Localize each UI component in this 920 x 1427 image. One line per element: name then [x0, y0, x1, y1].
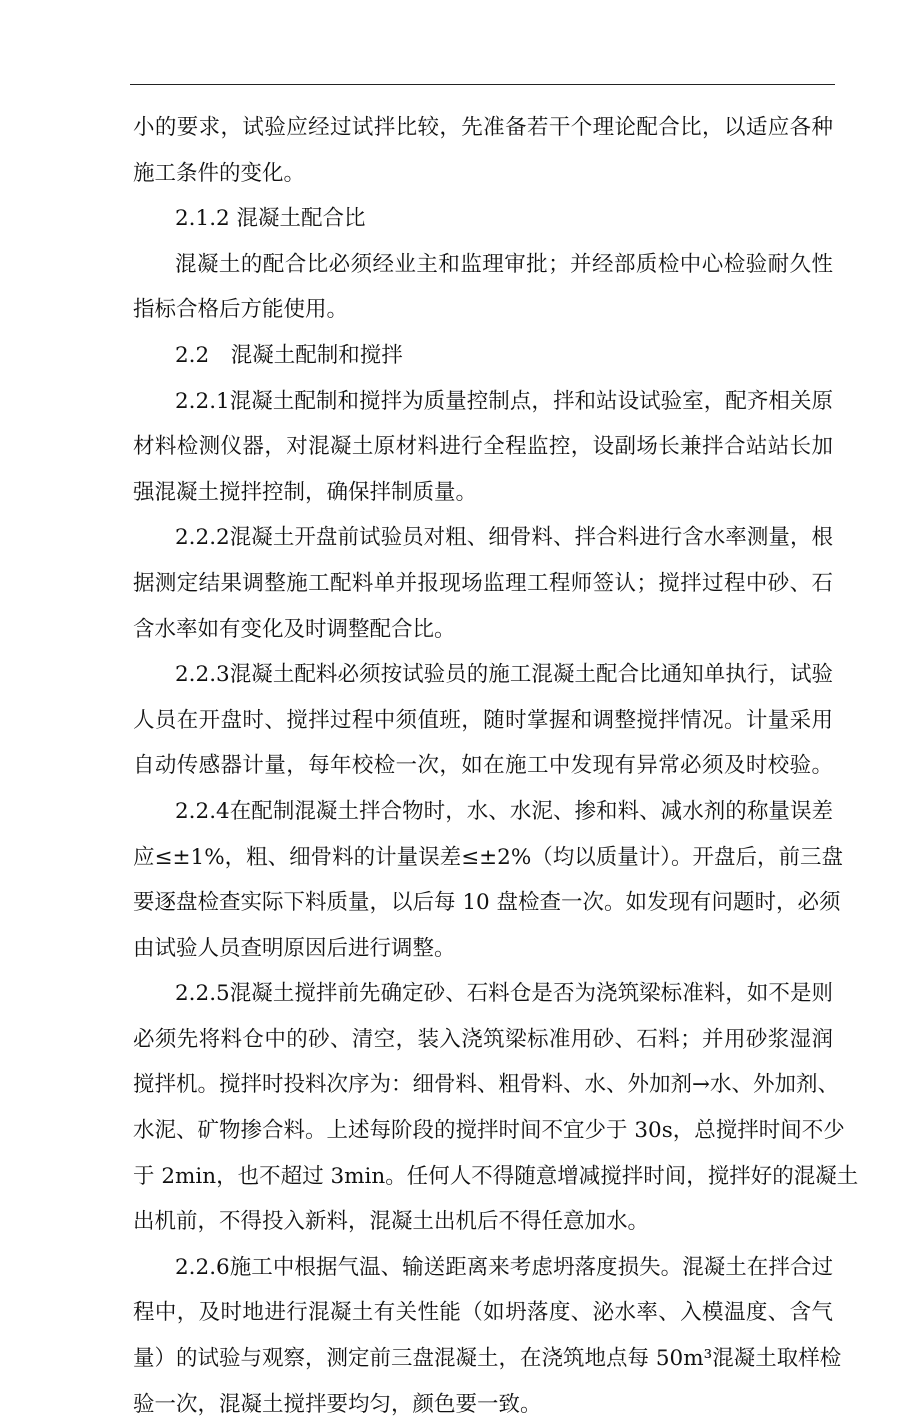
- paragraph: [133, 1245, 842, 1427]
- header-rule: [130, 84, 835, 85]
- paragraph: [133, 789, 844, 971]
- text-line: 应≤±1%，粗、细骨料的计量误差≤±2%（均以质量计）。开盘后，前三盘: [133, 844, 844, 870]
- text-line: 施工条件的变化。: [133, 160, 306, 186]
- paragraph: [133, 971, 859, 1245]
- text-line: 2.2.6施工中根据气温、输送距离来考虑坍落度损失。混凝土在拌合过: [175, 1254, 833, 1280]
- text-line: 出机前，不得投入新料，混凝土出机后不得任意加水。: [133, 1209, 650, 1235]
- text-line: 验一次，混凝土搅拌要均匀，颜色要一致。: [133, 1391, 542, 1417]
- text-line: 必须先将料仓中的砂、清空，装入浇筑梁标准用砂、石料；并用砂浆湿润: [133, 1026, 833, 1052]
- text-line: 指标合格后方能使用。: [133, 297, 349, 323]
- paragraph: [133, 242, 833, 333]
- text-line: 据测定结果调整施工配料单并报现场监理工程师签认；搅拌过程中砂、石: [133, 570, 833, 596]
- paragraph: [133, 105, 833, 196]
- text-line: 2.2 混凝土配制和搅拌: [175, 342, 403, 368]
- text-line: 2.1.2 混凝土配合比: [175, 206, 366, 232]
- paragraph: [133, 379, 833, 516]
- text-line: 2.2.4在配制混凝土拌合物时，水、水泥、掺和料、减水剂的称量误差: [175, 798, 833, 824]
- text-line: 于 2min，也不超过 3min。任何人不得随意增减搅拌时间，搅拌好的混凝土: [133, 1163, 859, 1189]
- text-line: 程中，及时地进行混凝土有关性能（如坍落度、泌水率、入模温度、含气: [133, 1300, 833, 1326]
- text-line: 材料检测仪器，对混凝土原材料进行全程监控，设副场长兼拌合站站长加: [133, 434, 833, 460]
- document-body: [133, 105, 859, 1427]
- text-line: 自动传感器计量，每年校检一次，如在施工中发现有异常必须及时校验。: [133, 753, 833, 779]
- text-line: 量）的试验与观察，测定前三盘混凝土，在浇筑地点每 50m³混凝土取样检: [133, 1346, 842, 1372]
- paragraph: [133, 652, 833, 789]
- text-line: 水泥、矿物掺合料。上述每阶段的搅拌时间不宜少于 30s，总搅拌时间不少: [133, 1118, 845, 1144]
- text-line: 2.2.1混凝土配制和搅拌为质量控制点，拌和站设试验室，配齐相关原: [175, 388, 833, 414]
- text-line: 混凝土的配合比必须经业主和监理审批；并经部质检中心检验耐久性: [175, 251, 833, 277]
- text-line: 含水率如有变化及时调整配合比。: [133, 616, 456, 642]
- text-line: 小的要求，试验应经过试拌比较，先准备若干个理论配合比，以适应各种: [133, 115, 833, 140]
- text-line: 2.2.2混凝土开盘前试验员对粗、细骨料、拌合料进行含水率测量，根: [175, 525, 833, 551]
- text-line: 由试验人员查明原因后进行调整。: [133, 935, 456, 961]
- text-line: 搅拌机。搅拌时投料次序为：细骨料、粗骨料、水、外加剂→水、外加剂、: [133, 1072, 840, 1098]
- section-heading: [133, 333, 833, 379]
- text-line: 2.2.5混凝土搅拌前先确定砂、石料仓是否为浇筑梁标准料，如不是则: [175, 981, 833, 1007]
- text-line: 2.2.3混凝土配料必须按试验员的施工混凝土配合比通知单执行，试验: [175, 662, 833, 688]
- text-line: 人员在开盘时、搅拌过程中须值班，随时掌握和调整搅拌情况。计量采用: [133, 707, 833, 733]
- section-heading: [133, 196, 833, 242]
- text-line: 强混凝土搅拌控制，确保拌制质量。: [133, 479, 478, 505]
- text-line: 要逐盘检查实际下料质量，以后每 10 盘检查一次。如发现有问题时，必须: [133, 890, 841, 916]
- paragraph: [133, 515, 833, 652]
